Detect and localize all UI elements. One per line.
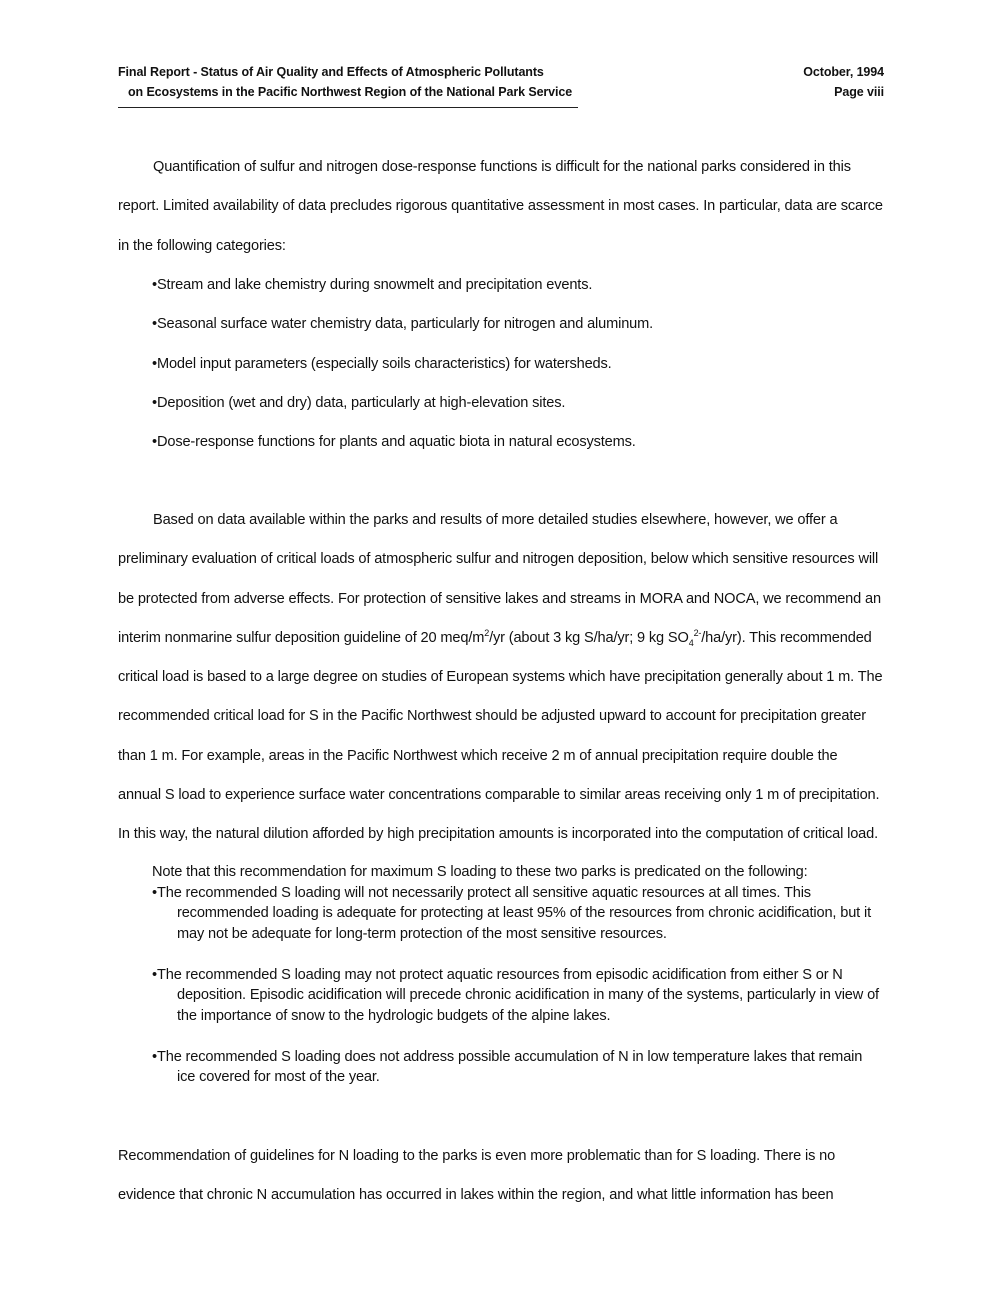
list-item: •Seasonal surface water chemistry data, particularly for nitrogen and aluminum. bbox=[152, 316, 654, 333]
note-block bbox=[152, 862, 884, 1088]
superscript-2-minus: 2- bbox=[693, 628, 702, 639]
paragraph-3-text: Recommendation of guidelines for N loading to the parks is even more problematic than for S loading. There is no evidence that chronic N accumulation has occurred in lakes within the region, and what little information has been bbox=[118, 1148, 836, 1204]
superscript-2: 2 bbox=[484, 628, 490, 639]
paragraph-2 bbox=[118, 501, 884, 855]
list-item: •Model input parameters (especially soils characteristics) for watersheds. bbox=[152, 355, 612, 372]
report-title bbox=[118, 62, 638, 102]
report-title-line2: on Ecosystems in the Pacific Northwest Region of the National Park Service bbox=[128, 85, 573, 99]
note-intro: Note that this recommendation for maximum S loading to these two parks is predicated on the following: bbox=[152, 864, 808, 880]
paragraph-2-text bbox=[118, 501, 884, 855]
note-item: •The recommended S loading will not necessarily protect all sensitive aquatic resources at all times. This recommended loading is adequate for protecting at least 95% of the resources from chronic acidification, but it may not be adequate for long-term protection of the most sensitive resources. bbox=[152, 884, 871, 942]
list-item: •Deposition (wet and dry) data, particularly at high-elevation sites. bbox=[152, 394, 566, 411]
note-item: •The recommended S loading may not protect aquatic resources from episodic acidification from either S or N deposition. Episodic acidification will precede chronic acidification in many of the systems, particularly in view of the importance of snow to the hydrologic budgets of the alpine lakes. bbox=[152, 966, 879, 1024]
paragraph-1 bbox=[118, 148, 884, 266]
report-date: October, 1994 bbox=[803, 65, 884, 79]
data-gaps-list bbox=[152, 266, 884, 462]
paragraph-2-part1: Based on data available within the parks and results of more detailed studies elsewhere, however, we offer a preliminary evaluation of critical loads of atmospheric sulfur and nitrogen deposition, below which sensitive resources will be protected from adverse effects. For protection of sensitive lakes and streams in MORA and NOCA, we recommend an interim nonmarine sulfur deposition guideline of 20 meq/m bbox=[118, 512, 881, 646]
paragraph-3 bbox=[118, 1137, 884, 1216]
subscript-4: 4 bbox=[688, 637, 694, 648]
paragraph-1-text: Quantification of sulfur and nitrogen dose-response functions is difficult for the national parks considered in this report. Limited availability of data precludes rigorous quantitative assessment in most cases. In particular, data are scarce in the following categories: bbox=[118, 159, 883, 254]
page-number: Page viii bbox=[834, 85, 884, 99]
list-item: •Stream and lake chemistry during snowmelt and precipitation events. bbox=[152, 277, 593, 293]
list-item: •Dose-response functions for plants and aquatic biota in natural ecosystems. bbox=[152, 434, 636, 451]
paragraph-2-part2: /yr (about 3 kg S/ha/yr; 9 kg SO bbox=[489, 629, 689, 646]
header-right bbox=[803, 62, 884, 102]
paragraph-2-part3: /ha/yr). This recommended critical load is based to a large degree on studies of European systems which have precipitation generally about 1 m. The recommended critical load for S in the Pacific Northwest should be adjusted upward to account for precipitation greater than 1 m. For example, areas in the Pacific Northwest which receive 2 m of annual precipitation require double the annual S load to experience surface water concentrations comparable to similar areas receiving only 1 m of precipitation. In this way, the natural dilution afforded by high precipitation amounts is incorporated into the computation of critical load. bbox=[118, 629, 883, 843]
report-title-line1: Final Report - Status of Air Quality and Effects of Atmospheric Pollutants bbox=[118, 65, 544, 79]
note-item: •The recommended S loading does not address possible accumulation of N in low temperature lakes that remain ice covered for most of the year. bbox=[152, 1048, 863, 1085]
header-divider bbox=[118, 107, 578, 108]
